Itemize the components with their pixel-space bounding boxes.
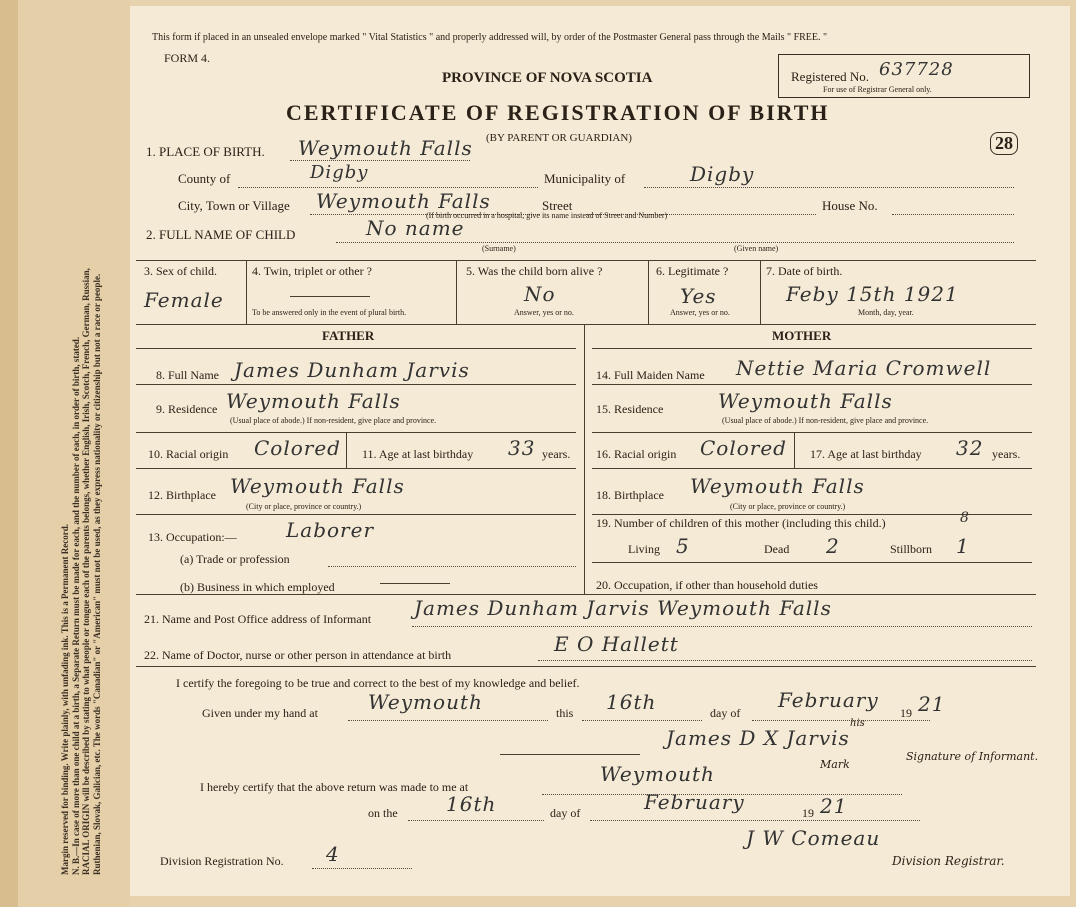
margin-note-4: Ruthenian, Slovak, Galician, etc. The words "Canadian" or "American" must not be used, as they express nationality or citizenship but not a race or people.	[91, 273, 102, 875]
trade-label: (a) Trade or profession	[180, 552, 290, 566]
twin-note: To be answered only in the event of plural birth.	[252, 308, 407, 317]
children-count-label: 19. Number of children of this mother (including this child.)	[596, 516, 886, 530]
hereby-place-value: Weymouth	[600, 762, 715, 786]
corner-mark: 28	[990, 132, 1018, 155]
county-line	[238, 187, 538, 188]
father-racial-sep	[346, 432, 347, 468]
business-dash	[380, 583, 450, 584]
father-age-label: 11. Age at last birthday	[362, 447, 474, 461]
municipality-label: Municipality of	[544, 171, 626, 186]
twin-label: 4. Twin, triplet or other ?	[252, 264, 372, 278]
given-place-line	[348, 720, 548, 721]
certificate-form	[130, 6, 1070, 896]
alive-note: Answer, yes or no.	[514, 308, 574, 317]
doctor-value: E O Hallett	[554, 632, 679, 656]
stillborn-value: 1	[956, 534, 970, 558]
father-occupation-label: 13. Occupation:—	[148, 530, 237, 544]
municipality-line	[644, 187, 1014, 188]
business-label: (b) Business in which employed	[180, 580, 335, 594]
mother-birthplace-note: (City or place, province or country.)	[730, 502, 846, 511]
legitimate-note: Answer, yes or no.	[670, 308, 730, 317]
child-name-line	[336, 242, 1014, 243]
sex-value: Female	[144, 288, 224, 312]
certify-text: I certify the foregoing to be true and correct to the best of my knowledge and belief.	[176, 676, 580, 690]
mother-birthplace-value: Weymouth Falls	[690, 474, 865, 498]
registrar-use-note: For use of Registrar General only.	[823, 85, 932, 94]
his-mark-note: his	[850, 718, 865, 729]
month-value: February	[778, 688, 879, 712]
mark-note: Mark	[820, 758, 850, 771]
parents-divider	[584, 324, 585, 594]
signature-caption: Signature of Informant.	[906, 750, 1039, 763]
division-line	[312, 868, 412, 869]
place-line	[290, 160, 470, 161]
form-number: FORM 4.	[164, 51, 211, 65]
legitimate-value: Yes	[680, 284, 717, 308]
informant-value: James Dunham Jarvis Weymouth Falls	[414, 596, 832, 620]
alive-value: No	[524, 282, 556, 306]
father-residence-value: Weymouth Falls	[226, 389, 401, 413]
mother-occupation-label: 20. Occupation, if other than household duties	[596, 578, 818, 592]
given-place-value: Weymouth	[368, 690, 483, 714]
this-label: this	[556, 706, 574, 720]
mother-racial-sep	[794, 432, 795, 468]
father-name-value: James Dunham Jarvis	[234, 358, 470, 382]
sep-2	[456, 260, 457, 324]
sep-3	[648, 260, 649, 324]
father-birthplace-note: (City or place, province or country.)	[246, 502, 362, 511]
father-birthplace-value: Weymouth Falls	[230, 474, 405, 498]
surname-caption: (Surname)	[482, 244, 516, 253]
informant-label: 21. Name and Post Office address of Informant	[144, 612, 372, 626]
day-line	[582, 720, 702, 721]
margin-note-1: Margin reserved for binding. Write plainly, with unfading ink. This is a Permanent Record.	[60, 524, 70, 875]
mother-heading: MOTHER	[772, 328, 832, 343]
mother-rule-0	[592, 348, 1032, 349]
city-label: City, Town or Village	[178, 198, 290, 213]
mother-age-label: 17. Age at last birthday	[810, 447, 922, 461]
house-label: House No.	[822, 198, 878, 213]
row-bottom-rule	[136, 324, 1036, 325]
county-label: County of	[178, 171, 231, 186]
doctor-line	[538, 660, 1032, 661]
year-prefix: 19	[900, 706, 912, 720]
hospital-note: (If birth occurred in a hospital, give its name instead of Street and Number)	[426, 211, 668, 220]
father-rule-4	[136, 514, 576, 515]
legitimate-label: 6. Legitimate ?	[656, 264, 729, 278]
registered-box	[778, 54, 1030, 98]
month2-value: February	[644, 790, 745, 814]
margin-instructions	[60, 15, 102, 875]
alive-label: 5. Was the child born alive ?	[466, 264, 603, 278]
county-value: Digby	[310, 162, 369, 183]
on-the-label: on the	[368, 806, 398, 820]
mother-name-label: 14. Full Maiden Name	[596, 368, 705, 382]
short-rule	[500, 754, 640, 755]
day2-value: 16th	[446, 792, 497, 816]
mother-residence-value: Weymouth Falls	[718, 389, 893, 413]
mother-racial-label: 16. Racial origin	[596, 447, 677, 461]
mother-age-value: 32	[956, 436, 984, 460]
child-name-value: No name	[366, 216, 465, 240]
father-age-value: 33	[508, 436, 536, 460]
father-racial-label: 10. Racial origin	[148, 447, 229, 461]
certificate-title: CERTIFICATE OF REGISTRATION OF BIRTH	[286, 100, 830, 125]
house-line	[892, 214, 1014, 215]
trade-line	[328, 566, 576, 567]
father-occupation-value: Laborer	[286, 518, 375, 542]
father-rule-2	[136, 432, 576, 433]
city-value: Weymouth Falls	[316, 189, 491, 213]
informant-signature: James D X Jarvis	[666, 726, 850, 750]
margin-note-3: RACIAL ORIGIN will be described by stating to what people or tongue each of the parents belongs, whether English, Irish, Scotch, French, German, Russian,	[81, 268, 91, 875]
mother-racial-value: Colored	[700, 436, 787, 460]
year-value: 21	[918, 692, 946, 716]
father-residence-label: 9. Residence	[156, 402, 218, 416]
informant-bottom-rule	[136, 666, 1036, 667]
mother-rule-5	[592, 562, 1032, 563]
place-value: Weymouth Falls	[298, 136, 473, 160]
division-label: Division Registration No.	[160, 854, 284, 868]
mother-name-value: Nettie Maria Cromwell	[736, 356, 992, 380]
father-rule-3	[136, 468, 576, 469]
day-value: 16th	[606, 690, 657, 714]
mother-residence-note: (Usual place of abode.) If non-resident, give place and province.	[722, 416, 929, 425]
parents-bottom-rule	[136, 594, 1036, 595]
margin-note-2: N. B.—In case of more than one child at a birth, a Separate Return must be made for each, and the number of each, in order of birth, stated.	[70, 336, 81, 875]
mother-birthplace-label: 18. Birthplace	[596, 488, 664, 502]
day2-line	[408, 820, 544, 821]
registered-number: 637728	[879, 59, 954, 80]
street-label: Street	[542, 198, 573, 213]
province-heading: PROVINCE OF NOVA SCOTIA	[442, 70, 653, 86]
child-name-label: 2. FULL NAME OF CHILD	[146, 227, 296, 242]
hereby-label: I hereby certify that the above return was made to me at	[200, 780, 469, 794]
mother-residence-label: 15. Residence	[596, 402, 664, 416]
mother-rule-1	[592, 384, 1032, 385]
dob-value: Feby 15th 1921	[786, 282, 959, 306]
place-label: 1. PLACE OF BIRTH.	[146, 144, 265, 159]
mother-rule-2	[592, 432, 1032, 433]
binding-margin	[0, 0, 130, 907]
binding-edge	[0, 0, 18, 907]
month2-line	[590, 820, 920, 821]
father-racial-value: Colored	[254, 436, 341, 460]
registrar-caption: Division Registrar.	[892, 854, 1005, 868]
living-label: Living	[628, 542, 660, 556]
dob-note: Month, day, year.	[858, 308, 914, 317]
year2-value: 21	[820, 794, 848, 818]
father-years: years.	[542, 447, 571, 461]
twin-dash	[290, 296, 370, 297]
father-rule-0	[136, 348, 576, 349]
father-residence-note: (Usual place of abode.) If non-resident, give place and province.	[230, 416, 437, 425]
dead-label: Dead	[764, 542, 790, 556]
given-under-label: Given under my hand at	[202, 706, 318, 720]
doctor-label: 22. Name of Doctor, nurse or other person in attendance at birth	[144, 648, 452, 662]
row-top-rule	[136, 260, 1036, 261]
by-parent-caption: (BY PARENT OR GUARDIAN)	[486, 132, 632, 144]
father-rule-1	[136, 384, 576, 385]
given-caption: (Given name)	[734, 244, 779, 253]
children-count-value: 8	[960, 510, 970, 526]
sex-label: 3. Sex of child.	[144, 264, 217, 278]
dead-value: 2	[826, 534, 840, 558]
registered-label: Registered No.	[791, 69, 869, 84]
living-value: 5	[676, 534, 690, 558]
mother-rule-3	[592, 468, 1032, 469]
year2-prefix: 19	[802, 806, 814, 820]
stillborn-label: Stillborn	[890, 542, 933, 556]
father-name-label: 8. Full Name	[156, 368, 219, 382]
sep-4	[760, 260, 761, 324]
father-heading: FATHER	[322, 328, 375, 343]
father-birthplace-label: 12. Birthplace	[148, 488, 216, 502]
municipality-value: Digby	[690, 162, 755, 186]
dob-label: 7. Date of birth.	[766, 264, 843, 278]
registrar-signature: J W Comeau	[746, 826, 881, 850]
division-value: 4	[326, 842, 340, 866]
day2-of-label: day of	[550, 806, 581, 820]
mail-notice: This form if placed in an unsealed envelope marked " Vital Statistics " and properly addressed will, by order of the Postmaster General pass through the Mails " FREE. "	[152, 32, 828, 43]
sep-1	[246, 260, 247, 324]
informant-line	[412, 626, 1032, 627]
day-of-label: day of	[710, 706, 741, 720]
mother-years: years.	[992, 447, 1021, 461]
